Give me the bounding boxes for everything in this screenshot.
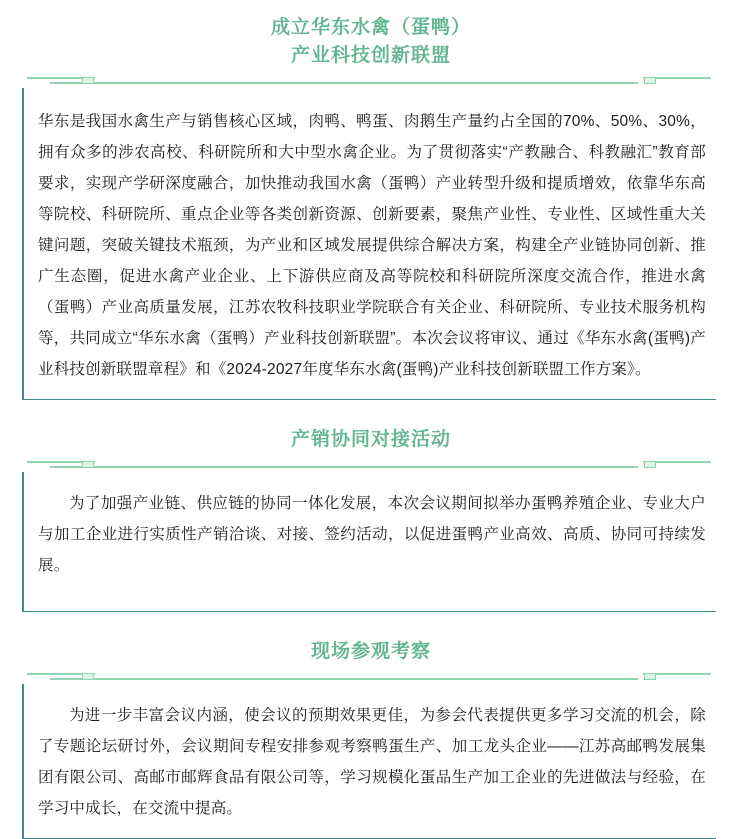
- body-paragraph: 为了加强产业链、供应链的协同一体化发展，本次会议期间拟举办蛋鸭养殖企业、专业大户与加工企业进行实质性产销洽谈、对接、签约活动，以促进蛋鸭产业高效、高质、协同可持续发展。: [38, 495, 706, 574]
- section-title-line-1: 成立华东水禽（蛋鸭）: [270, 17, 471, 38]
- body-paragraph: 华东是我国水禽生产与销售核心区域，肉鸭、鸭蛋、肉鹅生产量约占全国的70%、50%、30%，拥有众多的涉农高校、科研院所和大中型水禽企业。为了贯彻落实“产教融合、科教融汇”教育部要求，实现产学研深度融合，加快推动我国水禽（蛋鸭）产业转型升级和提质增效，依靠华东高等院校、科研院所、重点企业等各类创新资源、创新要素，聚焦产业性、专业性、区域性重大关键问题，突破关键技术瓶颈，为产业和区域发展提供综合解决方案，构建全产业链协同创新、推广生态圈，促进水禽产业企业、上下游供应商及高等院校和科研院所深度交流合作，推进水禽（蛋鸭）产业高质量发展，江苏农牧科技职业学院联合有关企业、科研院所、专业技术服务机构等，共同成立“华东水禽（蛋鸭）产业科技创新联盟”。本次会议将审议、通过《华东水禽(蛋鸭)产业科技创新联盟章程》和《2024-2027年度华东水禽(蛋鸭)产业科技创新联盟工作方案》。: [38, 113, 706, 378]
- section-body: [22, 88, 716, 400]
- rule-left-cap-icon: [82, 673, 94, 680]
- rule-main-bar: [50, 678, 638, 680]
- section-title-line-1: 产销协同对接活动: [290, 429, 451, 450]
- rule-right-cap-icon: [644, 461, 656, 468]
- section-body: [22, 472, 716, 612]
- section-title-line-2: 产业科技创新联盟: [290, 45, 451, 66]
- rule-left-cap-icon: [82, 77, 94, 84]
- section-header: [0, 400, 742, 454]
- rule-right-cap-icon: [644, 77, 656, 84]
- body-paragraph: 为进一步丰富会议内涵，使会议的预期效果更佳，为参会代表提供更多学习交流的机会，除了专题论坛研讨外，会议期间专程安排参观考察鸭蛋生产、加工龙头企业——江苏高邮鸭发展集团有限公司、高邮市邮辉食品有限公司等，学习规模化蛋品生产加工企业的先进做法与经验，在学习中成长，在交流中提高。: [38, 707, 706, 817]
- rule-main-bar: [50, 466, 638, 468]
- decorative-rule: [22, 460, 716, 472]
- section-kaocha: [0, 612, 742, 839]
- section-body: [22, 684, 716, 839]
- section-header: [0, 612, 742, 666]
- rule-left-cap-icon: [82, 461, 94, 468]
- rule-main-bar: [50, 82, 638, 84]
- decorative-rule: [22, 672, 716, 684]
- section-lianmeng: [0, 0, 742, 400]
- rule-right-cap-icon: [644, 673, 656, 680]
- section-duijie: [0, 400, 742, 612]
- section-header: [0, 0, 742, 70]
- section-title-line-1: 现场参观考察: [310, 641, 431, 662]
- decorative-rule: [22, 76, 716, 88]
